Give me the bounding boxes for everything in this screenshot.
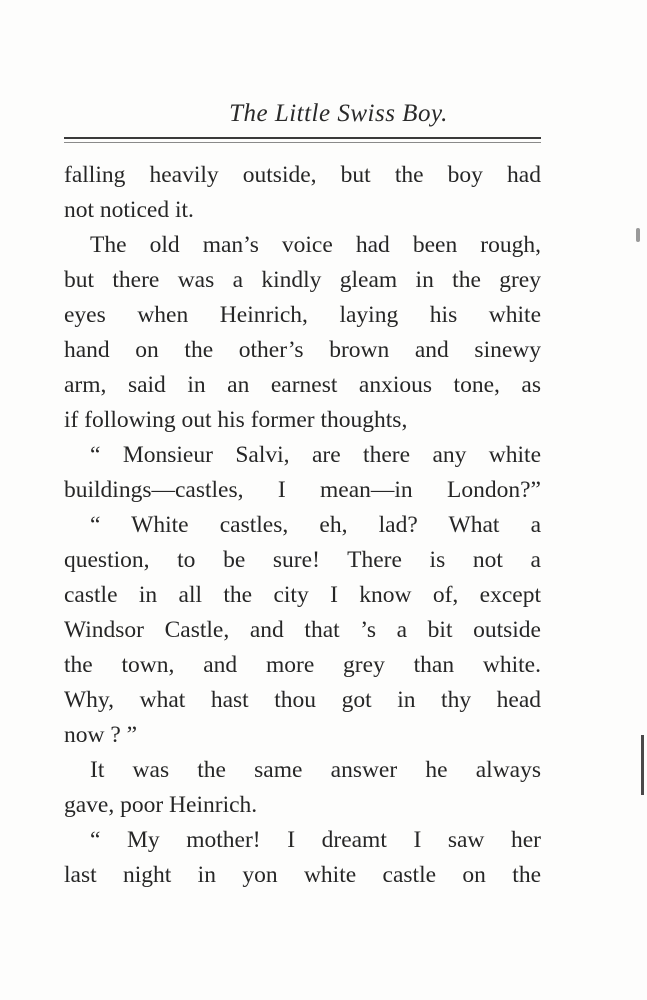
- text-line: Windsor Castle, and that ’s a bit outside: [64, 617, 541, 643]
- text-line: question, to be sure! There is not a: [64, 547, 541, 573]
- text-line: last night in yon white castle on the: [64, 862, 541, 888]
- page-edge-shadow: [641, 735, 644, 795]
- text-line: falling heavily outside, but the boy had: [64, 162, 541, 188]
- text-line: “ Monsieur Salvi, are there any white: [90, 442, 541, 468]
- page-edge-mark: [636, 228, 640, 242]
- header-rule-thin: [64, 142, 541, 143]
- header-rule: [64, 137, 541, 139]
- text-line: hand on the other’s brown and sinewy: [64, 337, 541, 363]
- text-line: eyes when Heinrich, laying his white: [64, 302, 541, 328]
- text-line: The old man’s voice had been rough,: [90, 232, 541, 258]
- text-line: but there was a kindly gleam in the grey: [64, 267, 541, 293]
- text-line: if following out his former thoughts,: [64, 407, 408, 433]
- text-line: arm, said in an earnest anxious tone, as: [64, 372, 541, 398]
- text-line: “ My mother! I dreamt I saw her: [90, 827, 541, 853]
- text-line: the town, and more grey than white.: [64, 652, 541, 678]
- text-line: It was the same answer he always: [90, 757, 541, 783]
- text-line: castle in all the city I know of, except: [64, 582, 541, 608]
- text-line: not noticed it.: [64, 197, 194, 223]
- body-text: [64, 158, 541, 893]
- text-line: gave, poor Heinrich.: [64, 792, 258, 818]
- text-line: “ White castles, eh, lad? What a: [90, 512, 541, 538]
- text-line: now ? ”: [64, 722, 138, 748]
- running-title: The Little Swiss Boy.: [229, 100, 448, 127]
- text-line: buildings—castles, I mean—in London?”: [64, 477, 541, 503]
- text-line: Why, what hast thou got in thy head: [64, 687, 541, 713]
